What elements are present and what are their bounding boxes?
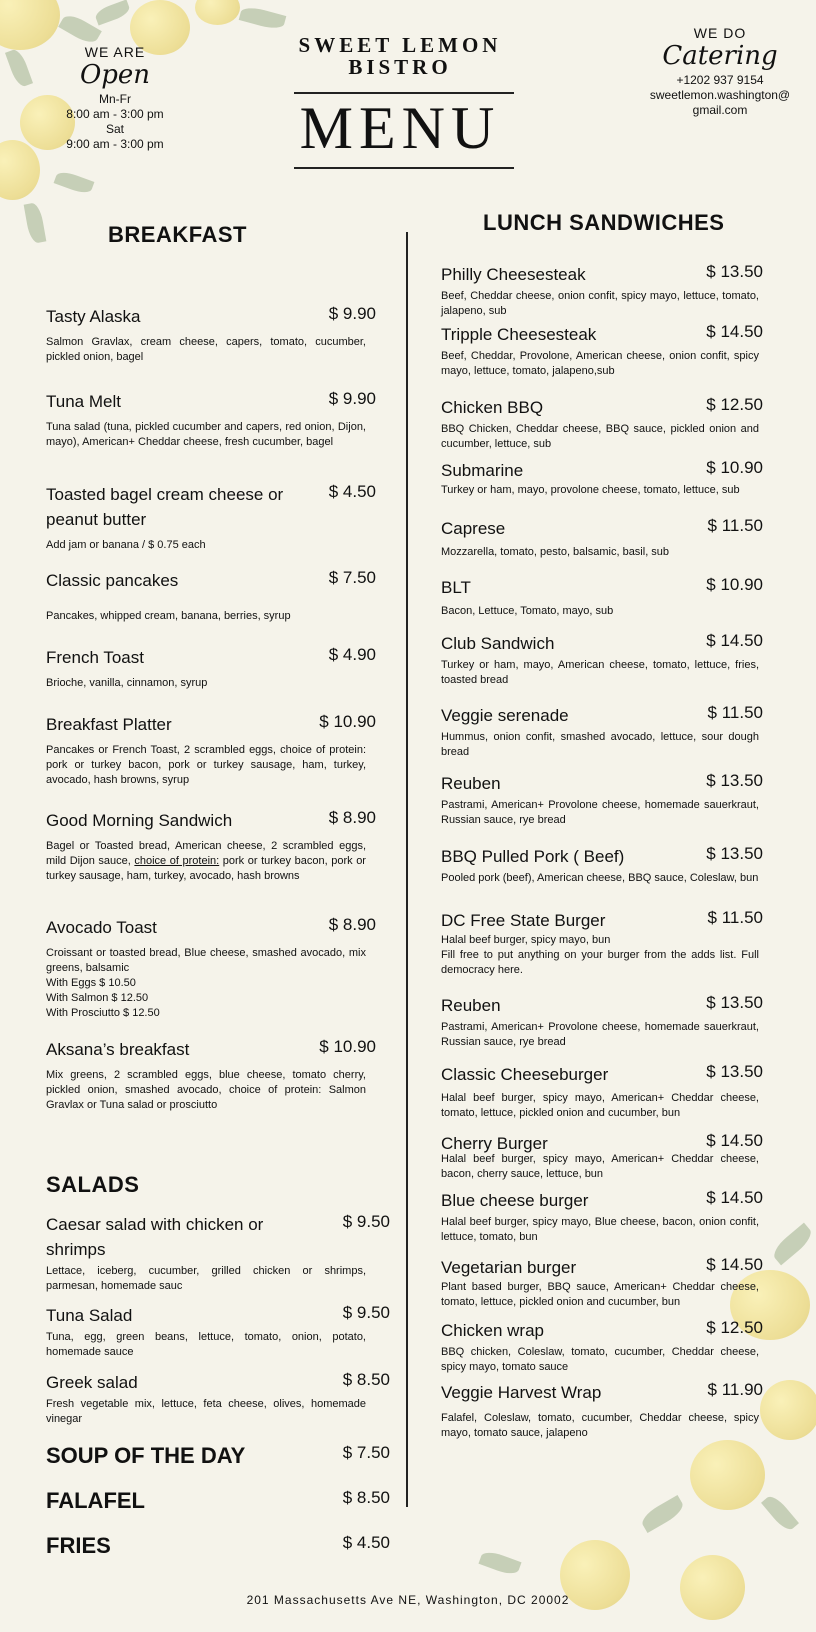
- lunch-item: [441, 458, 763, 498]
- breakfast-item: [46, 1037, 376, 1113]
- breakfast-item: [46, 568, 376, 624]
- item-price: $ 9.50: [342, 1212, 390, 1231]
- item-description: Pastrami, American+ Provolone cheese, homemade sauerkraut, Russian sauce, rye bread: [441, 799, 759, 826]
- item-name: Tuna Melt: [46, 392, 121, 411]
- item-name: Good Morning Sandwich: [46, 811, 233, 830]
- catering-title: WE DO: [693, 25, 747, 41]
- catering-block: [645, 25, 795, 118]
- item-name: Vegetarian burger: [441, 1258, 577, 1277]
- desc-part: Bagel or Toasted bread, American cheese, 2 scrambled eggs, mild Dijon sauce,: [46, 840, 366, 867]
- item-price: $ 7.50: [342, 1443, 390, 1462]
- item-price: $ 10.90: [706, 575, 763, 594]
- item-description: Salmon Gravlax, cream cheese, capers, tomato, cucumber, pickled onion, bagel: [46, 336, 366, 363]
- item-name: Caesar salad with chicken or shrimps: [46, 1215, 264, 1259]
- bistro-line1: SWEET LEMON: [298, 33, 502, 57]
- catering-script: Catering: [662, 41, 778, 71]
- item-description: Halal beef burger, spicy mayo, American+ Cheddar cheese, bacon, cherry sauce, lettuce, bun: [441, 1153, 759, 1180]
- desc-underlined: choice of protein:: [134, 855, 220, 867]
- item-name: Classic Cheeseburger: [441, 1065, 609, 1084]
- extra-item: [46, 1488, 390, 1514]
- lunch-item: [441, 1255, 763, 1310]
- item-description: Pastrami, American+ Provolone cheese, homemade sauerkraut, Russian sauce, rye bread: [441, 1021, 759, 1048]
- header-rule-top: [294, 92, 514, 94]
- item-name: Club Sandwich: [441, 634, 555, 653]
- item-name: Caprese: [441, 519, 506, 538]
- item-price: $ 10.90: [319, 712, 376, 731]
- item-extra: With Prosciutto $ 12.50: [46, 1007, 160, 1019]
- open-script: Open: [79, 60, 151, 90]
- item-description: BBQ chicken, Coleslaw, tomato, cucumber, Cheddar cheese, spicy mayo, tomato sauce: [441, 1346, 759, 1373]
- breakfast-title: BREAKFAST: [108, 222, 247, 247]
- item-price: $ 13.50: [706, 1062, 763, 1081]
- breakfast-item: [46, 482, 376, 553]
- item-price: $ 13.50: [706, 844, 763, 863]
- lunch-item: [441, 1188, 763, 1245]
- item-name: Tripple Cheesesteak: [441, 325, 597, 344]
- item-description: Halal beef burger, spicy mayo, Blue cheese, bacon, onion confit, lettuce, tomato, bun: [441, 1216, 759, 1243]
- item-price: $ 11.90: [707, 1380, 763, 1399]
- item-price: $ 4.50: [342, 1533, 390, 1552]
- extra-item: [46, 1443, 390, 1469]
- hours-line: 9:00 am - 3:00 pm: [66, 137, 164, 151]
- hours-block: [55, 44, 175, 152]
- header-rule-bottom: [294, 167, 514, 169]
- item-name: FRIES: [46, 1533, 111, 1558]
- lunch-item: [441, 844, 763, 886]
- item-name: Tasty Alaska: [46, 307, 141, 326]
- item-name: Tuna Salad: [46, 1306, 133, 1325]
- item-name: Reuben: [441, 996, 501, 1015]
- item-description: Croissant or toasted bread, Blue cheese, smashed avocado, mix greens, balsamic: [46, 947, 366, 974]
- lunch-item: [441, 908, 763, 978]
- item-name: BBQ Pulled Pork ( Beef): [441, 847, 625, 866]
- footer-address: 201 Massachusetts Ave NE, Washington, DC 20002: [246, 1593, 570, 1607]
- item-description: Halal beef burger, spicy mayo, American+ Cheddar cheese, tomato, lettuce, pickled onion and cucumber, bun: [441, 1092, 759, 1119]
- item-name: Aksana’s breakfast: [46, 1040, 190, 1059]
- lunch-item: [441, 1062, 763, 1121]
- item-price: $ 10.90: [319, 1037, 376, 1056]
- item-price: $ 13.50: [706, 771, 763, 790]
- item-name: FALAFEL: [46, 1488, 145, 1513]
- item-price: $ 9.90: [328, 389, 376, 408]
- breakfast-item: [46, 712, 376, 788]
- menu-title: MENU: [299, 95, 501, 161]
- item-name: SOUP OF THE DAY: [46, 1443, 246, 1468]
- item-name: Classic pancakes: [46, 571, 179, 590]
- hours-line: Mn-Fr: [99, 92, 131, 106]
- item-price: $ 12.50: [706, 1318, 763, 1337]
- item-price: $ 14.50: [706, 631, 763, 650]
- lunch-item: [441, 771, 763, 828]
- hours-line: Sat: [105, 122, 124, 136]
- item-price: $ 14.50: [706, 322, 763, 341]
- item-price: $ 9.90: [328, 304, 376, 323]
- item-description: Hummus, onion confit, smashed avocado, lettuce, sour dough bread: [441, 731, 759, 758]
- item-name: Submarine: [441, 461, 524, 480]
- item-price: $ 11.50: [707, 516, 763, 535]
- item-extra: With Salmon $ 12.50: [46, 992, 149, 1004]
- item-name: Reuben: [441, 774, 501, 793]
- item-name: Veggie Harvest Wrap: [441, 1383, 602, 1402]
- catering-email: sweetlemon.washington@: [649, 88, 791, 102]
- item-description: Mozzarella, tomato, pesto, balsamic, basil, sub: [441, 546, 670, 558]
- breakfast-item: [46, 808, 376, 884]
- breakfast-item: [46, 304, 376, 365]
- lunch-item: [441, 1318, 763, 1375]
- item-description: Plant based burger, BBQ sauce, American+ Cheddar cheese, tomato, lettuce, pickled onion and cucumber, bun: [441, 1281, 759, 1308]
- hours-title: WE ARE: [84, 44, 146, 60]
- item-description: Pooled pork (beef), American cheese, BBQ sauce, Coleslaw, bun: [441, 872, 759, 884]
- item-name: Cherry Burger: [441, 1134, 548, 1153]
- lunch-item: [441, 703, 763, 760]
- lunch-item: [441, 575, 763, 619]
- item-name: Veggie serenade: [441, 706, 569, 725]
- breakfast-item: [46, 645, 376, 691]
- item-description: Beef, Cheddar cheese, onion confit, spicy mayo, lettuce, tomato, jalapeno, sub: [441, 290, 759, 317]
- column-divider: [406, 232, 408, 1507]
- lunch-item: [441, 631, 763, 688]
- item-description: Turkey or ham, mayo, American cheese, tomato, lettuce, fries, toasted bread: [441, 659, 759, 686]
- catering-phone: +1202 937 9154: [676, 73, 764, 87]
- salads-title: SALADS: [46, 1172, 140, 1197]
- item-price: $ 13.50: [706, 993, 763, 1012]
- item-price: $ 8.50: [342, 1370, 390, 1389]
- lunch-item: [441, 262, 763, 319]
- item-price: $ 8.50: [342, 1488, 390, 1507]
- item-name: Toasted bagel cream cheese or peanut butter: [46, 485, 284, 529]
- item-description: Mix greens, 2 scrambled eggs, blue cheese, tomato cherry, pickled onion, smashed avocado, choice of protein: Salmon Gravlax or Tuna salad or prosciutto: [46, 1069, 366, 1111]
- item-price: $ 4.90: [328, 645, 376, 664]
- catering-email-cont: gmail.com: [692, 103, 748, 117]
- lunch-title: LUNCH SANDWICHES: [483, 210, 725, 235]
- item-price: $ 11.50: [707, 703, 763, 722]
- item-description: Add jam or banana / $ 0.75 each: [46, 539, 206, 551]
- item-name: Chicken BBQ: [441, 398, 544, 417]
- breakfast-item: [46, 915, 376, 1021]
- item-name: French Toast: [46, 648, 144, 667]
- bistro-line2: BISTRO: [348, 55, 452, 79]
- item-description: [46, 839, 366, 884]
- salad-item: [46, 1212, 390, 1294]
- item-price: $ 7.50: [328, 568, 376, 587]
- item-description: Brioche, vanilla, cinnamon, syrup: [46, 677, 208, 689]
- item-price: $ 13.50: [706, 262, 763, 281]
- item-name: Blue cheese burger: [441, 1191, 589, 1210]
- item-name: Greek salad: [46, 1373, 138, 1392]
- item-description: Lettace, iceberg, cucumber, grilled chicken or shrimps, parmesan, homemade sauc: [46, 1265, 366, 1292]
- breakfast-item: [46, 389, 376, 450]
- item-description: Beef, Cheddar, Provolone, American cheese, onion confit, spicy mayo, lettuce, tomato, jalapeno,sub: [441, 350, 759, 377]
- item-price: $ 9.50: [342, 1303, 390, 1322]
- item-description: Tuna, egg, green beans, lettuce, tomato, onion, potato, homemade sauce: [46, 1331, 366, 1358]
- item-price: $ 8.90: [328, 808, 376, 827]
- item-description: Falafel, Coleslaw, tomato, cucumber, Cheddar cheese, spicy mayo, tomato sauce, jalapeno: [441, 1412, 759, 1439]
- item-price: $ 10.90: [706, 458, 763, 477]
- lunch-item: [441, 322, 763, 379]
- item-name: Chicken wrap: [441, 1321, 544, 1340]
- desc-part: pork or turkey bacon, pork or turkey sausage, ham, turkey, avocado, hash browns: [46, 855, 366, 882]
- item-name: BLT: [441, 578, 471, 597]
- item-name: Avocado Toast: [46, 918, 157, 937]
- extra-item: [46, 1533, 390, 1559]
- item-price: $ 4.50: [328, 482, 376, 501]
- item-description: Tuna salad (tuna, pickled cucumber and capers, red onion, Dijon, mayo), American+ Cheddar cheese, fresh cucumber, bagel: [46, 421, 366, 448]
- item-description: BBQ Chicken, Cheddar cheese, BBQ sauce, pickled onion and cucumber, lettuce, sub: [441, 423, 759, 450]
- item-name: Breakfast Platter: [46, 715, 172, 734]
- item-price: $ 11.50: [707, 908, 763, 927]
- item-extra: With Eggs $ 10.50: [46, 977, 136, 989]
- item-description: Fresh vegetable mix, lettuce, feta cheese, olives, homemade vinegar: [46, 1398, 366, 1425]
- lunch-item: [441, 1380, 763, 1441]
- item-name: Philly Cheesesteak: [441, 265, 586, 284]
- item-description: Halal beef burger, spicy mayo, bun: [441, 934, 611, 946]
- salad-item: [46, 1303, 390, 1360]
- item-price: $ 14.50: [706, 1131, 763, 1150]
- lunch-item: [441, 516, 763, 560]
- item-price: $ 12.50: [706, 395, 763, 414]
- hours-line: 8:00 am - 3:00 pm: [66, 107, 164, 121]
- item-price: $ 8.90: [328, 915, 376, 934]
- item-description: Pancakes or French Toast, 2 scrambled eggs, choice of protein: pork or turkey bacon, pork or turkey sausage, ham, turkey, avocado, hash browns, syrup: [46, 744, 366, 786]
- bistro-name: [284, 34, 516, 78]
- item-description: Turkey or ham, mayo, provolone cheese, tomato, lettuce, sub: [441, 484, 740, 496]
- lunch-item: [441, 395, 763, 452]
- item-name: DC Free State Burger: [441, 911, 606, 930]
- item-price: $ 14.50: [706, 1188, 763, 1207]
- item-description: Bacon, Lettuce, Tomato, mayo, sub: [441, 605, 614, 617]
- salad-item: [46, 1370, 390, 1427]
- lunch-item: [441, 993, 763, 1050]
- item-description: Pancakes, whipped cream, banana, berries, syrup: [46, 610, 291, 622]
- lunch-item: [441, 1131, 763, 1182]
- item-description-extra: Fill free to put anything on your burger from the adds list. Full democracy here.: [441, 949, 759, 976]
- item-price: $ 14.50: [706, 1255, 763, 1274]
